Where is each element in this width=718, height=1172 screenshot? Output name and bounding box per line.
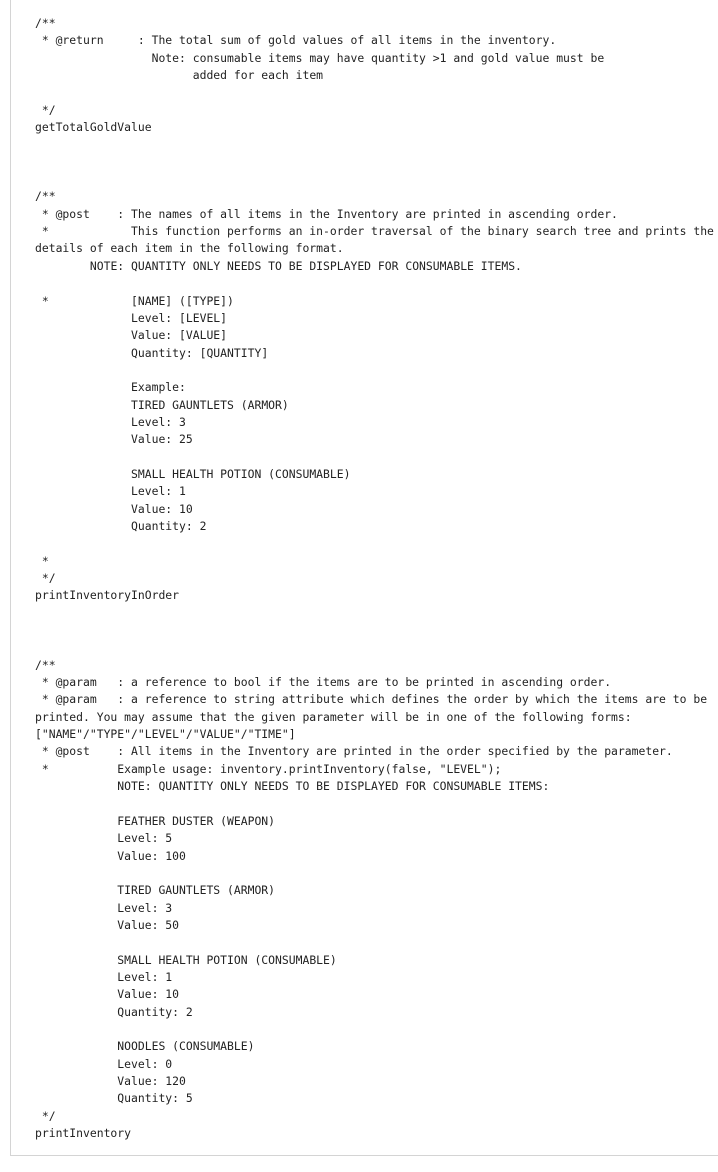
code-line: * This function performs an in-order traversal of the binary search tree and prints the — [35, 224, 714, 239]
code-line: Value: 25 — [35, 432, 193, 447]
code-line: /** — [35, 657, 56, 672]
code-line: NOTE: QUANTITY ONLY NEEDS TO BE DISPLAYED FOR CONSUMABLE ITEMS. — [35, 258, 522, 273]
code-line: NOTE: QUANTITY ONLY NEEDS TO BE DISPLAYED FOR CONSUMABLE ITEMS: — [35, 779, 550, 794]
code-line — [35, 154, 718, 171]
code-line: */ — [35, 102, 56, 117]
code-line: TIRED GAUNTLETS (ARMOR) — [35, 397, 289, 412]
code-line: * [NAME] ([TYPE]) — [35, 293, 234, 308]
code-line — [35, 934, 718, 951]
code-line: Value: 100 — [35, 848, 186, 863]
code-line: Level: 5 — [35, 831, 173, 846]
code-line: Level: 3 — [35, 414, 186, 429]
code-line: Note: consumable items may have quantity >1 and gold value must be — [35, 50, 605, 65]
code-line: Level: 3 — [35, 900, 173, 915]
code-line: * @param : a reference to bool if the items are to be printed in ascending order. — [35, 675, 612, 690]
code-line: getTotalGoldValue — [35, 120, 152, 135]
code-comment-block — [35, 15, 718, 1142]
code-line: /** — [35, 16, 56, 30]
code-line: Level: [LEVEL] — [35, 310, 228, 325]
code-line: Example: — [35, 380, 186, 395]
code-line: printInventory — [35, 1126, 132, 1140]
code-line: Level: 1 — [35, 484, 186, 499]
code-line: ["NAME"/"TYPE"/"LEVEL"/"VALUE"/"TIME"] — [35, 727, 296, 742]
code-line: SMALL HEALTH POTION (CONSUMABLE) — [35, 466, 351, 481]
code-line — [35, 865, 718, 882]
code-line: printInventoryInOrder — [35, 588, 180, 603]
code-line: Value: 50 — [35, 917, 180, 932]
code-line — [35, 275, 718, 292]
code-line — [35, 136, 718, 153]
code-line: * @post : All items in the Inventory are printed in the order specified by the parameter. — [35, 744, 673, 759]
code-line: Quantity: 2 — [35, 518, 207, 533]
code-line: Quantity: [QUANTITY] — [35, 345, 269, 360]
code-line: NOODLES (CONSUMABLE) — [35, 1039, 255, 1054]
code-line: Level: 0 — [35, 1056, 173, 1071]
code-line — [35, 622, 718, 639]
code-line: Quantity: 5 — [35, 1091, 193, 1106]
code-line — [35, 795, 718, 812]
code-line: */ — [35, 1108, 56, 1123]
code-line — [35, 639, 718, 656]
code-line: Value: 120 — [35, 1073, 186, 1088]
code-line: * @post : The names of all items in the Inventory are printed in ascending order. — [35, 206, 618, 221]
code-line: */ — [35, 571, 56, 585]
code-line: Value: 10 — [35, 987, 180, 1002]
code-line: SMALL HEALTH POTION (CONSUMABLE) — [35, 952, 337, 967]
document-page — [10, 0, 718, 1156]
code-line — [35, 84, 718, 101]
code-line: added for each item — [35, 68, 324, 83]
code-line: * Example usage: inventory.printInventory(false, "LEVEL"); — [35, 761, 502, 776]
code-line — [35, 1021, 718, 1038]
code-line: * @param : a reference to string attribute which defines the order by which the items are to be — [35, 692, 708, 707]
code-line: * — [35, 553, 49, 568]
code-line: FEATHER DUSTER (WEAPON) — [35, 813, 276, 828]
code-line: * @return : The total sum of gold values of all items in the inventory. — [35, 33, 557, 48]
code-line — [35, 605, 718, 622]
code-line: /** — [35, 189, 56, 204]
code-line: Quantity: 2 — [35, 1004, 193, 1019]
code-line — [35, 362, 718, 379]
code-line: printed. You may assume that the given parameter will be in one of the following forms: — [35, 709, 632, 724]
code-line — [35, 171, 718, 188]
code-line: Value: [VALUE] — [35, 328, 228, 343]
code-line — [35, 535, 718, 552]
code-line — [35, 449, 718, 466]
code-line: details of each item in the following format. — [35, 241, 344, 256]
code-line: Value: 10 — [35, 501, 193, 516]
code-line: TIRED GAUNTLETS (ARMOR) — [35, 883, 276, 898]
code-line: Level: 1 — [35, 969, 173, 984]
